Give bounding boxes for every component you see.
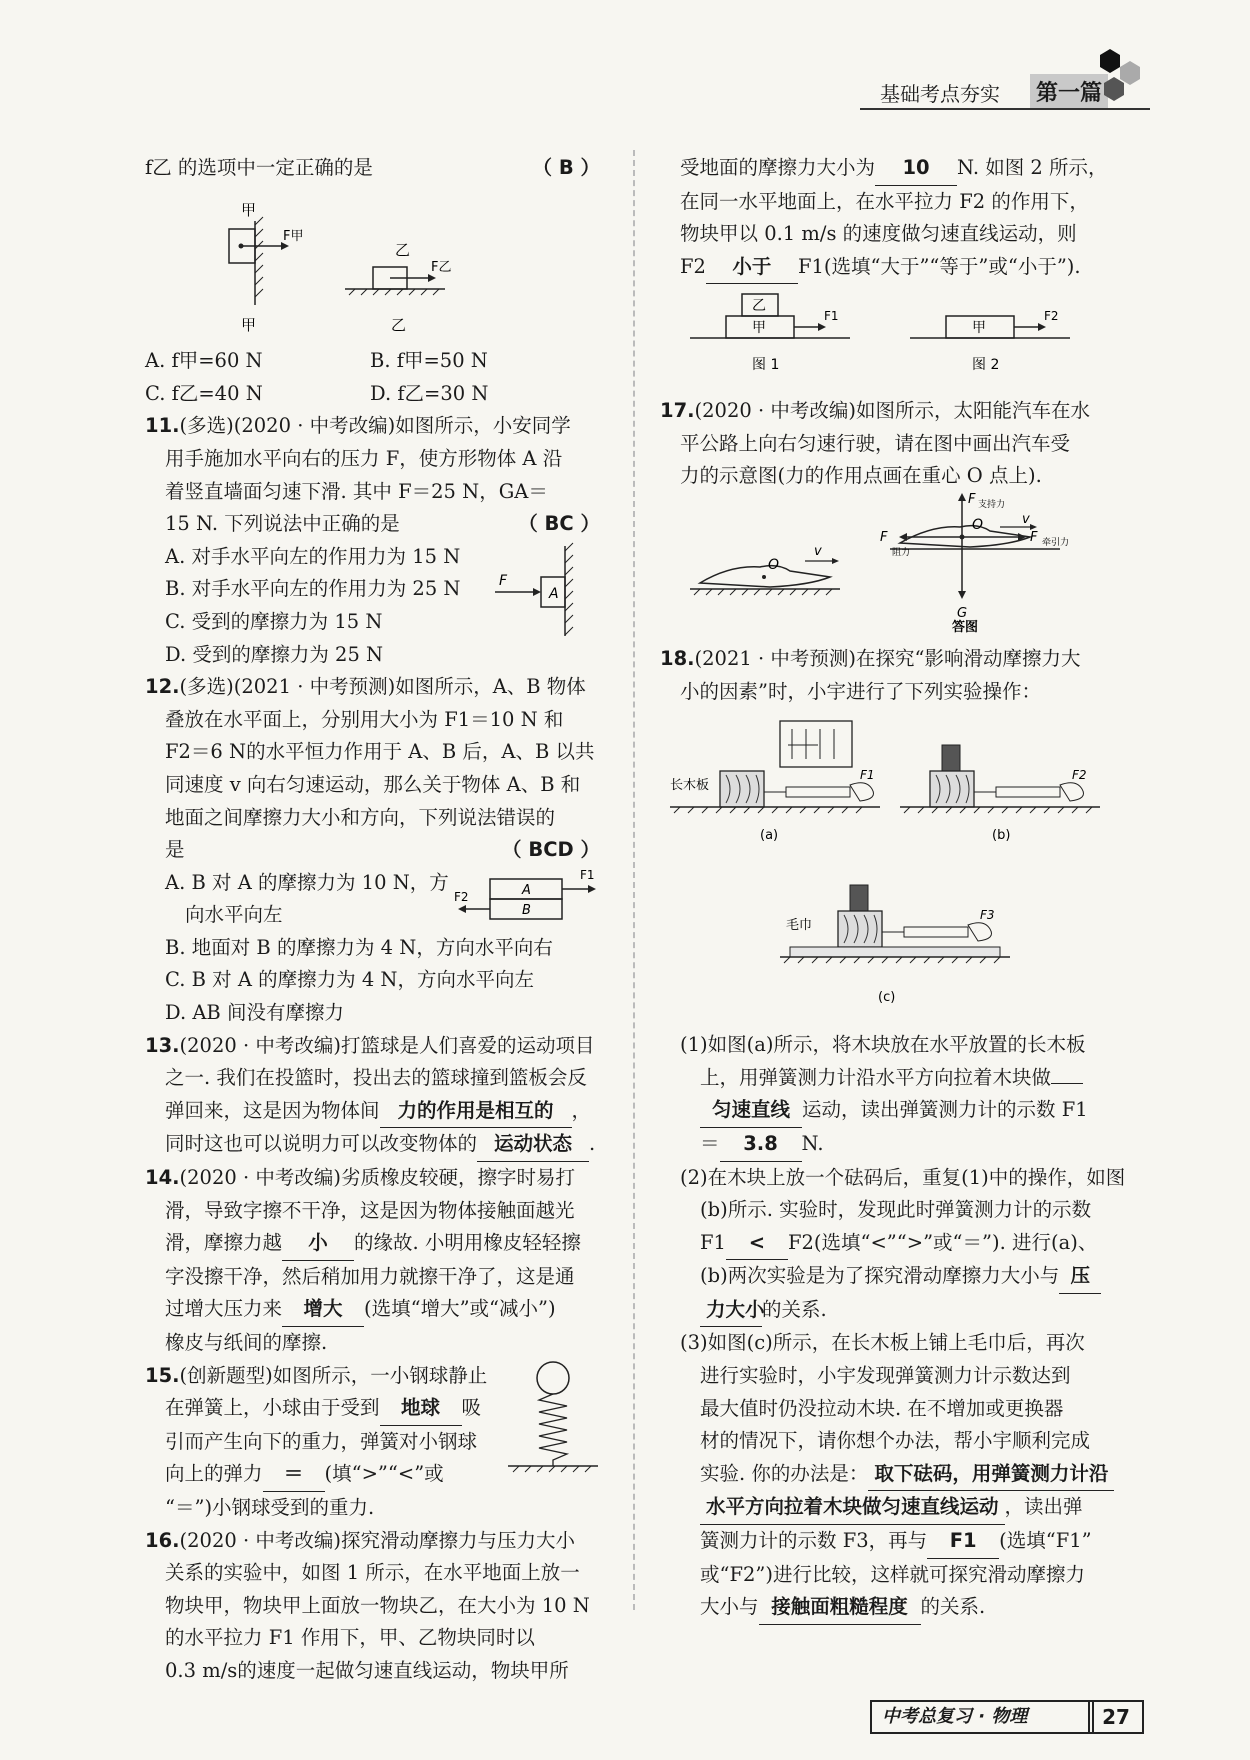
- q17-line: (2020 · 中考改编)如图所示，太阳能汽车在水: [694, 398, 1090, 422]
- ans-support-force: F: [968, 492, 976, 507]
- fig2-caption: 图 2: [972, 357, 1000, 374]
- q18-3-line: 材的情况下，请你想个办法，帮小宇顺利完成: [700, 1429, 1091, 1453]
- q11-line: 用手施加水平向右的压力 F，使方形物体 A 沿: [165, 446, 563, 470]
- q16-line: (2020 · 中考改编)探究滑动摩擦力与压力大小: [179, 1528, 575, 1552]
- right-column: [660, 152, 1140, 1625]
- q16-line: 物块甲以 0.1 m/s 的速度做匀速直线运动，则: [680, 222, 1077, 246]
- q15-line: 吸: [461, 1396, 482, 1420]
- q18-2-line: (b)所示. 实验时，发现此时弹簧测力计的示数: [700, 1198, 1092, 1222]
- fig-f1-label: F1: [860, 767, 875, 782]
- q10-option-c: C. f乙=40 N: [145, 381, 263, 405]
- fig-b-label: B: [522, 902, 531, 918]
- q14-line: (2020 · 中考改编)劣质橡皮较硬，擦字时易打: [179, 1166, 575, 1190]
- car-o-label: O: [768, 556, 780, 573]
- q16-answer-1: 10: [875, 152, 957, 186]
- q18-3-line: 簧测力计的示数 F3，再与: [700, 1529, 928, 1553]
- q13-answer-2: 运动状态: [477, 1128, 589, 1162]
- page-number: 27: [1088, 1700, 1144, 1734]
- q11-line: 15 N. 下列说法中正确的是: [165, 512, 400, 536]
- q14-number: 14.: [145, 1166, 180, 1190]
- fig-a-label: A: [549, 585, 559, 602]
- q18-figure: [660, 709, 1140, 1019]
- ans-pull-sub: 牵引力: [1042, 537, 1070, 548]
- fig1-caption: 图 1: [752, 357, 780, 374]
- q18-3-line: 最大值时仍没拉动木块. 在不增加或更换器: [700, 1396, 1064, 1420]
- q14-line: 滑，摩擦力越: [165, 1231, 283, 1255]
- fig-label-yi: 乙: [391, 315, 407, 334]
- ans-pull-force: F: [1030, 529, 1038, 545]
- q16-line: F1(选填“大于”“等于”或“小于”).: [797, 254, 1081, 278]
- q18-1-line: (1)如图(a)所示，将木块放在水平放置的长木板: [680, 1033, 1086, 1057]
- q15-line: 向上的弹力: [165, 1462, 263, 1486]
- car-v-label: v: [814, 543, 822, 559]
- q18-1-line: N.: [801, 1131, 824, 1155]
- q13-answer-1: 力的作用是相互的: [380, 1095, 572, 1129]
- q16-line: 0.3 m/s的速度一起做匀速直线运动，物块甲所: [165, 1658, 569, 1682]
- header-section: 基础考点夯实: [880, 82, 1000, 106]
- q18-2-line: (b)两次实验是为了探究滑动摩擦力大小与: [700, 1264, 1060, 1288]
- q16-number: 16.: [145, 1528, 180, 1552]
- q11-answer: （ BC ）: [518, 512, 600, 536]
- ans-v-label: v: [1022, 511, 1030, 527]
- q11-number: 11.: [145, 414, 180, 438]
- q15-line: “＝”)小钢球受到的重力.: [165, 1495, 375, 1519]
- q12-option-d: D. AB 间没有摩擦力: [165, 1001, 344, 1025]
- fig-caption-b: (b): [992, 827, 1011, 843]
- q14-line: 过增大压力来: [165, 1297, 283, 1321]
- fig-a-label: A: [522, 882, 531, 898]
- q14-line: 的缘故. 小明用橡皮轻轻擦: [354, 1231, 581, 1255]
- q13-line: 同时这也可以说明力可以改变物体的: [165, 1132, 478, 1156]
- q18-3-line: 进行实验时，小宇发现弹簧测力计示数达到: [700, 1364, 1071, 1388]
- q12-line: 同速度 v 向右匀速运动，那么关于物体 A、B 和: [165, 772, 581, 796]
- q12-line: 叠放在水平面上，分别用大小为 F1＝10 N 和: [165, 707, 564, 731]
- fig-f2-label: F2: [454, 889, 469, 904]
- q18-2-line: (2)在木块上放一个砝码后，重复(1)中的操作，如图: [680, 1165, 1126, 1189]
- fig2-bottom-label: 甲: [972, 320, 986, 337]
- q18-number: 18.: [660, 647, 695, 671]
- q11-figure: [485, 541, 595, 641]
- q18-2-line: F1: [700, 1230, 726, 1254]
- header-part: 第一篇: [1030, 74, 1108, 109]
- q17-figure: [660, 493, 1140, 633]
- q12-number: 12.: [145, 675, 180, 699]
- q17-line: 平公路上向右匀速行驶，请在图中画出汽车受: [680, 431, 1071, 455]
- q18-line: (2021 · 中考预测)在探究“影响滑动摩擦力大: [694, 647, 1081, 671]
- fig1-top-label: 乙: [752, 298, 766, 315]
- q12-line: F2＝6 N的水平恒力作用于 A、B 后，A、B 以共: [165, 740, 595, 764]
- q12-answer: （ BCD ）: [502, 838, 600, 862]
- q15-line: (填“>”“<”或: [324, 1462, 444, 1486]
- q18-3-line: 实验. 你的办法是：: [700, 1461, 869, 1485]
- q13-period: .: [589, 1132, 596, 1156]
- fig-towel-label: 毛巾: [786, 917, 813, 933]
- fig1-bottom-label: 甲: [752, 320, 766, 337]
- ans-support-sub: 支持力: [978, 499, 1006, 510]
- q15-answer-2: ＝: [263, 1458, 325, 1492]
- fig1-force-label: F1: [824, 309, 839, 324]
- q17-number: 17.: [660, 398, 695, 422]
- q18-3-line: (选填“F1”: [999, 1529, 1092, 1553]
- answer-figure-caption: 答图: [952, 619, 979, 633]
- q15-number: 15.: [145, 1363, 180, 1387]
- q12-option-c: C. B 对 A 的摩擦力为 4 N，方向水平向左: [165, 968, 534, 992]
- q16-line: F2: [680, 254, 706, 278]
- q12-line: 地面之间摩擦力大小和方向，下列说法错误的: [165, 805, 556, 829]
- q18-1-line: 上，用弹簧测力计沿水平方向拉着木块做: [700, 1065, 1052, 1089]
- left-column: f乙 的选项中一定正确的是 （ B ） 甲 F甲 甲 乙 F乙 乙 A. f甲=60 N B. f甲=50 N C. f乙=40 N D. f乙=30 N 11.(多选)(2020 · 中考改编)如图所示，小安同学 用手施加水平向右的压力 F，使方形物体 A 沿 着竖直墙面匀速下滑. 其中 F＝25 N，GA＝ 15 N. 下列说法中正确的是 （ BC ） A. 对手水平向左的作用力为 15 N B. 对手水平向左的作用力为 25 N C. 受到的摩擦力为 15 N D. 受到的摩擦力为 25 N A F 12.(多选)(2021 · 中考预测)如图所示，A、B 物体 叠放在水平面上，分别用大小为 F1＝10 N 和 F2＝6 N的水平恒力作用于 A、B 后，A、B 以共 同速度 v 向右匀速运动，那么关于物体 A、B 和 地面之间摩擦力大小和方向，下列说法错误的 是 （ BCD ） A. B 对 A 的摩擦力为 10 N，方 向水平向左 A B F1 F2 B. 地面对 B 的摩擦力为 4 N，方向水平向右 C. B 对 A 的摩擦力为 4 N，方向水平向左 D. AB 间没有摩擦力 13.(2020 · 中考改编)打篮球是人们喜爱的运动项目 之一. 我们在投篮时，投出去的篮球撞到篮板会反 弹回来，这是因为物体间 力的作用是相互的 ， 同时这也可以说明力可以改变物体的 运动状态 . 14.(2020 · 中考改编)劣质橡皮较硬，擦字时易打 滑，导致字擦不干净，这是因为物体接触面越光 滑，摩擦力越 小 的缘故. 小明用橡皮轻轻擦 字没擦干净，然后稍加用力就擦干净了，这是通 过增大压力来 增大 (选填“增大”或“减小”) 橡皮与纸间的摩擦. 15.(创新题型)如图所示，一小钢球静止 在弹簧上，小球由于受到 地球 吸 引而产生向下的重力，弹簧对小钢球 向上的弹力 ＝ (填“>”“<”或 “＝”)小钢球受到的重力. 16.(2020 · 中考改编)探究滑动摩擦力与压力大小 关系的实验中，如图 1 所示，在水平地面上放一 物块甲，物块甲上面放一物块乙，在大小为 10 N 的水平拉力 F1 作用下，甲、乙物块同时以 0.3 m/s的速度一起做匀速直线运动，物块甲所: [145, 152, 600, 1688]
- q18-3-line: 大小与: [700, 1595, 759, 1619]
- q18-3-answer-1-cont: 水平方向拉着木块做匀速直线运动: [700, 1491, 1005, 1525]
- force-yi-label: F乙: [431, 259, 452, 275]
- q18-3-line: (3)如图(c)所示，在长木板上铺上毛巾后，再次: [680, 1331, 1085, 1355]
- q12-figure: [450, 865, 600, 935]
- header-rule: [860, 108, 1150, 110]
- book-title: 中考总复习 · 物理: [870, 1700, 1094, 1734]
- q18-2-answer-2: 压: [1059, 1260, 1101, 1294]
- q10-stem: f乙 的选项中一定正确的是: [145, 156, 373, 179]
- q14-answer-1: 小: [282, 1227, 354, 1261]
- q18-3-answer-2: F1: [927, 1525, 999, 1559]
- q13-number: 13.: [145, 1033, 180, 1057]
- q13-line: 弹回来，这是因为物体间: [165, 1098, 380, 1122]
- q11-option-c: C. 受到的摩擦力为 15 N: [165, 609, 383, 633]
- q15-spring-figure: [503, 1350, 603, 1490]
- fig-label-yi-top: 乙: [395, 240, 411, 259]
- q12-option-b: B. 地面对 B 的摩擦力为 4 N，方向水平向右: [165, 935, 553, 959]
- q14-line: 字没擦干净，然后稍加用力就擦干净了，这是通: [165, 1264, 575, 1288]
- fig-label-jia-top: 甲: [241, 200, 257, 219]
- q18-1-answer-2: 3.8: [720, 1128, 802, 1162]
- q14-line: 滑，导致字擦不干净，这是因为物体接触面越光: [165, 1198, 575, 1222]
- fig-f-label: F: [499, 572, 508, 589]
- fig-board-label: 长木板: [670, 777, 710, 793]
- q16-line: 物块甲，物块甲上面放一物块乙，在大小为 10 N: [165, 1593, 590, 1617]
- ans-friction-sub: 阻力: [892, 547, 911, 558]
- column-divider: [633, 150, 635, 1610]
- q16-line: 受地面的摩擦力大小为: [680, 156, 876, 179]
- q12-line: (多选)(2021 · 中考预测)如图所示，A、B 物体: [179, 675, 586, 699]
- fig-f3-label: F3: [980, 907, 995, 922]
- q13-line: 之一. 我们在投篮时，投出去的篮球撞到篮板会反: [165, 1066, 587, 1090]
- q12-option-a-cont: 向水平向左: [185, 903, 283, 927]
- fig-f1-label: F1: [580, 867, 595, 882]
- q18-3-line: 或“F2”)进行比较，这样就可探究滑动摩擦力: [700, 1562, 1085, 1586]
- q18-1-answer-1: 匀速直线: [700, 1094, 802, 1128]
- q18-3-answer-1: 取下砝码，用弹簧测力计沿: [868, 1458, 1114, 1492]
- q14-line: (选填“增大”或“减小”): [364, 1297, 556, 1321]
- q12-line: 是: [165, 838, 185, 862]
- q16-line: 的水平拉力 F1 作用下，甲、乙物块同时以: [165, 1626, 535, 1650]
- q10-option-b: B. f甲=50 N: [370, 349, 488, 373]
- q13-line: (2020 · 中考改编)打篮球是人们喜爱的运动项目: [179, 1033, 595, 1057]
- q11-line: 着竖直墙面匀速下滑. 其中 F＝25 N，GA＝: [165, 479, 548, 503]
- page-header: [880, 72, 1140, 108]
- q10-option-d: D. f乙=30 N: [370, 381, 489, 405]
- q18-3-answer-3: 接触面粗糙程度: [759, 1591, 921, 1625]
- q16-figure: [660, 284, 1140, 384]
- q14-answer-2: 增大: [282, 1293, 364, 1327]
- force-jia-label: F甲: [283, 228, 304, 244]
- q15-line: (创新题型)如图所示，一小钢球静止: [179, 1363, 488, 1387]
- q18-1-line: 运动，读出弹簧测力计的示数 F1: [802, 1098, 1088, 1122]
- fig2-force-label: F2: [1044, 309, 1059, 324]
- q18-1-line: ＝: [700, 1131, 720, 1155]
- q18-3-line: 的关系.: [920, 1595, 986, 1619]
- hexagon-decoration-icon: [1090, 47, 1150, 107]
- q12-option-a: A. B 对 A 的摩擦力为 10 N，方: [165, 870, 449, 894]
- q15-line: 在弹簧上，小球由于受到: [165, 1396, 380, 1420]
- q18-2-line: F2(选填“<”“>”或“＝”). 进行(a)、: [787, 1230, 1098, 1254]
- ans-o-label: O: [972, 516, 984, 533]
- q11-line: (多选)(2020 · 中考改编)如图所示，小安同学: [179, 414, 571, 438]
- q18-3-line: ，读出弹: [1004, 1495, 1083, 1519]
- q17-line: 力的示意图(力的作用点画在重心 O 点上).: [680, 464, 1042, 488]
- q16-answer-2: 小于: [706, 251, 798, 285]
- q16-line: 在同一水平地面上，在水平拉力 F2 的作用下，: [680, 189, 1089, 213]
- fig-label-jia: 甲: [241, 315, 257, 334]
- q16-line: N. 如图 2 所示，: [957, 156, 1108, 179]
- fig-caption-c: (c): [878, 989, 896, 1005]
- q16-line: 关系的实验中，如图 1 所示，在水平地面上放一: [165, 1561, 580, 1585]
- ans-gravity: G: [957, 605, 968, 621]
- q10-answer: （ B ）: [532, 156, 600, 179]
- q10-option-a: A. f甲=60 N: [145, 349, 263, 373]
- fig-f2-label: F2: [1072, 767, 1087, 782]
- q18-line: 小的因素”时，小宇进行了下列实验操作：: [680, 679, 1041, 703]
- ans-friction-force: F: [880, 529, 888, 545]
- q11-option-d: D. 受到的摩擦力为 25 N: [165, 642, 384, 666]
- q15-answer-1: 地球: [380, 1392, 462, 1426]
- q11-option-a: A. 对手水平向左的作用力为 15 N: [165, 544, 461, 568]
- fig-caption-a: (a): [760, 827, 779, 843]
- q18-2-answer-1: <: [726, 1227, 788, 1261]
- q15-line: 引而产生向下的重力，弹簧对小钢球: [165, 1429, 478, 1453]
- q11-option-b: B. 对手水平向左的作用力为 25 N: [165, 577, 461, 601]
- q18-2-answer-2-cont: 力大小: [700, 1294, 762, 1328]
- q18-2-line: 的关系.: [762, 1297, 827, 1321]
- q14-line: 橡皮与纸间的摩擦.: [165, 1331, 328, 1354]
- q10-figure: [145, 185, 600, 335]
